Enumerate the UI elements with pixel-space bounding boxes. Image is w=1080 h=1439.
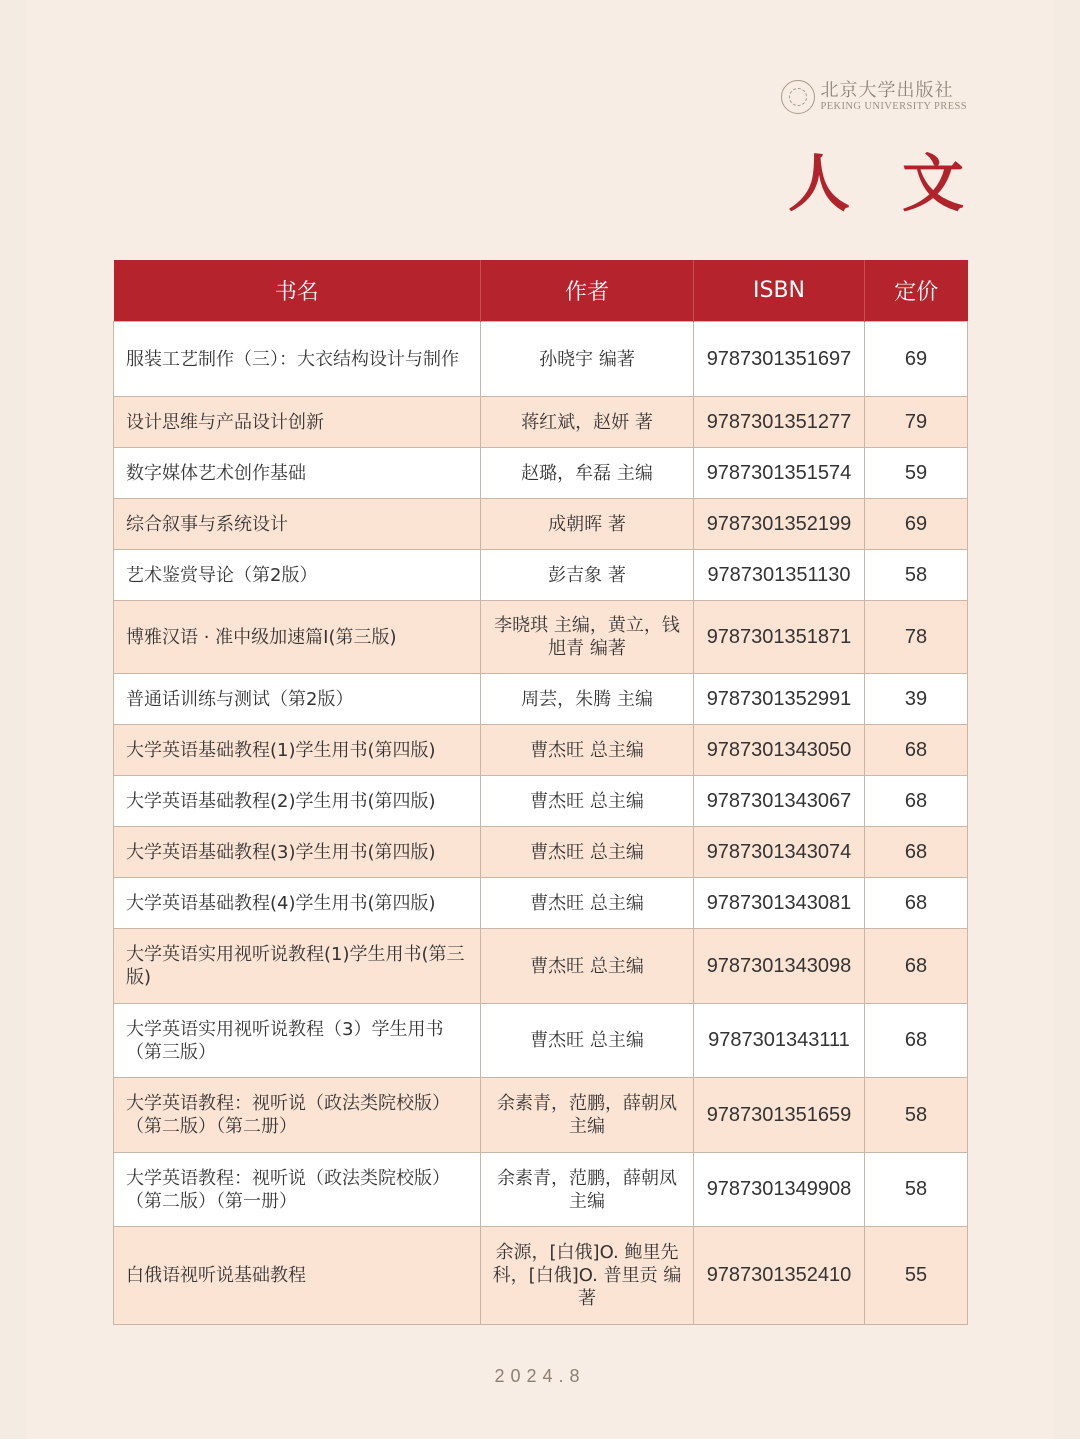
book-title: 大学英语基础教程(1)学生用书(第四版) <box>114 725 481 776</box>
book-author: 彭吉象 著 <box>481 550 694 601</box>
book-author: 曹杰旺 总主编 <box>481 725 694 776</box>
book-price: 78 <box>865 601 968 674</box>
book-isbn: 9787301352199 <box>694 499 865 550</box>
book-isbn: 9787301351659 <box>694 1078 865 1153</box>
book-title: 大学英语基础教程(2)学生用书(第四版) <box>114 776 481 827</box>
table-row <box>114 674 968 725</box>
table-row <box>114 827 968 878</box>
book-price: 55 <box>865 1227 968 1325</box>
book-price: 68 <box>865 929 968 1004</box>
book-author: 余素青，范鹏，薛朝凤 主编 <box>481 1153 694 1227</box>
book-title: 艺术鉴赏导论（第2版） <box>114 550 481 601</box>
header-author: 作者 <box>481 260 694 322</box>
publisher-logo <box>781 80 968 114</box>
header-price: 定价 <box>865 260 968 322</box>
book-title: 普通话训练与测试（第2版） <box>114 674 481 725</box>
book-price: 69 <box>865 499 968 550</box>
book-author: 曹杰旺 总主编 <box>481 878 694 929</box>
book-isbn: 9787301351697 <box>694 322 865 397</box>
table-row <box>114 322 968 397</box>
book-title: 大学英语实用视听说教程（3）学生用书（第三版） <box>114 1004 481 1078</box>
book-author: 曹杰旺 总主编 <box>481 929 694 1004</box>
book-title: 博雅汉语 · 准中级加速篇Ⅰ(第三版) <box>114 601 481 674</box>
book-price: 68 <box>865 725 968 776</box>
book-title: 白俄语视听说基础教程 <box>114 1227 481 1325</box>
book-author: 成朝晖 著 <box>481 499 694 550</box>
book-isbn: 9787301343067 <box>694 776 865 827</box>
book-isbn: 9787301343111 <box>694 1004 865 1078</box>
table-row <box>114 448 968 499</box>
book-isbn: 9787301351130 <box>694 550 865 601</box>
table-row <box>114 550 968 601</box>
book-isbn: 9787301343098 <box>694 929 865 1004</box>
table-row <box>114 1004 968 1078</box>
book-price: 68 <box>865 878 968 929</box>
book-price: 58 <box>865 1153 968 1227</box>
book-price: 68 <box>865 827 968 878</box>
book-price: 69 <box>865 322 968 397</box>
book-isbn: 9787301352410 <box>694 1227 865 1325</box>
book-isbn: 9787301351277 <box>694 397 865 448</box>
header-title: 书名 <box>114 260 481 322</box>
book-isbn: 9787301351871 <box>694 601 865 674</box>
book-title: 大学英语教程：视听说（政法类院校版）（第二版）（第一册） <box>114 1153 481 1227</box>
table-row <box>114 929 968 1004</box>
book-author: 余素青，范鹏，薛朝凤 主编 <box>481 1078 694 1153</box>
logo-name-en: PEKING UNIVERSITY PRESS <box>820 101 967 112</box>
book-price: 79 <box>865 397 968 448</box>
logo-text <box>821 81 968 113</box>
seal-icon <box>781 80 815 114</box>
book-title: 设计思维与产品设计创新 <box>114 397 481 448</box>
book-author: 赵璐，牟磊 主编 <box>481 448 694 499</box>
book-author: 曹杰旺 总主编 <box>481 1004 694 1078</box>
book-title: 大学英语基础教程(3)学生用书(第四版) <box>114 827 481 878</box>
book-author: 曹杰旺 总主编 <box>481 776 694 827</box>
book-price: 39 <box>865 674 968 725</box>
table-row <box>114 1153 968 1227</box>
book-price: 59 <box>865 448 968 499</box>
header-isbn: ISBN <box>694 260 865 322</box>
book-isbn: 9787301351574 <box>694 448 865 499</box>
book-title: 大学英语实用视听说教程(1)学生用书(第三版) <box>114 929 481 1004</box>
table-row <box>114 1227 968 1325</box>
book-title: 大学英语教程：视听说（政法类院校版）（第二版）（第二册） <box>114 1078 481 1153</box>
book-price: 68 <box>865 1004 968 1078</box>
book-price: 58 <box>865 550 968 601</box>
table-row <box>114 397 968 448</box>
logo-name-cn: 北京大学出版社 <box>820 80 954 101</box>
book-title: 服装工艺制作（三）：大衣结构设计与制作 <box>114 322 481 397</box>
book-author: 蒋红斌，赵妍 著 <box>481 397 694 448</box>
book-author: 周芸，朱腾 主编 <box>481 674 694 725</box>
book-author: 李晓琪 主编，黄立，钱旭青 编著 <box>481 601 694 674</box>
book-isbn: 9787301343074 <box>694 827 865 878</box>
book-author: 曹杰旺 总主编 <box>481 827 694 878</box>
table-row <box>114 601 968 674</box>
table-row <box>114 499 968 550</box>
book-isbn: 9787301343081 <box>694 878 865 929</box>
book-price: 58 <box>865 1078 968 1153</box>
book-author: 孙晓宇 编著 <box>481 322 694 397</box>
book-title: 数字媒体艺术创作基础 <box>114 448 481 499</box>
page-title: 人文 <box>787 147 1016 220</box>
book-table <box>113 260 968 1325</box>
book-isbn: 9787301343050 <box>694 725 865 776</box>
table-row <box>114 725 968 776</box>
book-author: 余源，[白俄]O. 鲍里先科，[白俄]O. 普里贡 编著 <box>481 1227 694 1325</box>
book-title: 大学英语基础教程(4)学生用书(第四版) <box>114 878 481 929</box>
table-header-row <box>114 260 968 322</box>
book-title: 综合叙事与系统设计 <box>114 499 481 550</box>
catalog-page <box>26 0 1054 1439</box>
book-isbn: 9787301349908 <box>694 1153 865 1227</box>
book-price: 68 <box>865 776 968 827</box>
table-row <box>114 1078 968 1153</box>
issue-date: 2024.8 <box>494 1366 586 1386</box>
table-row <box>114 878 968 929</box>
table-row <box>114 776 968 827</box>
book-isbn: 9787301352991 <box>694 674 865 725</box>
